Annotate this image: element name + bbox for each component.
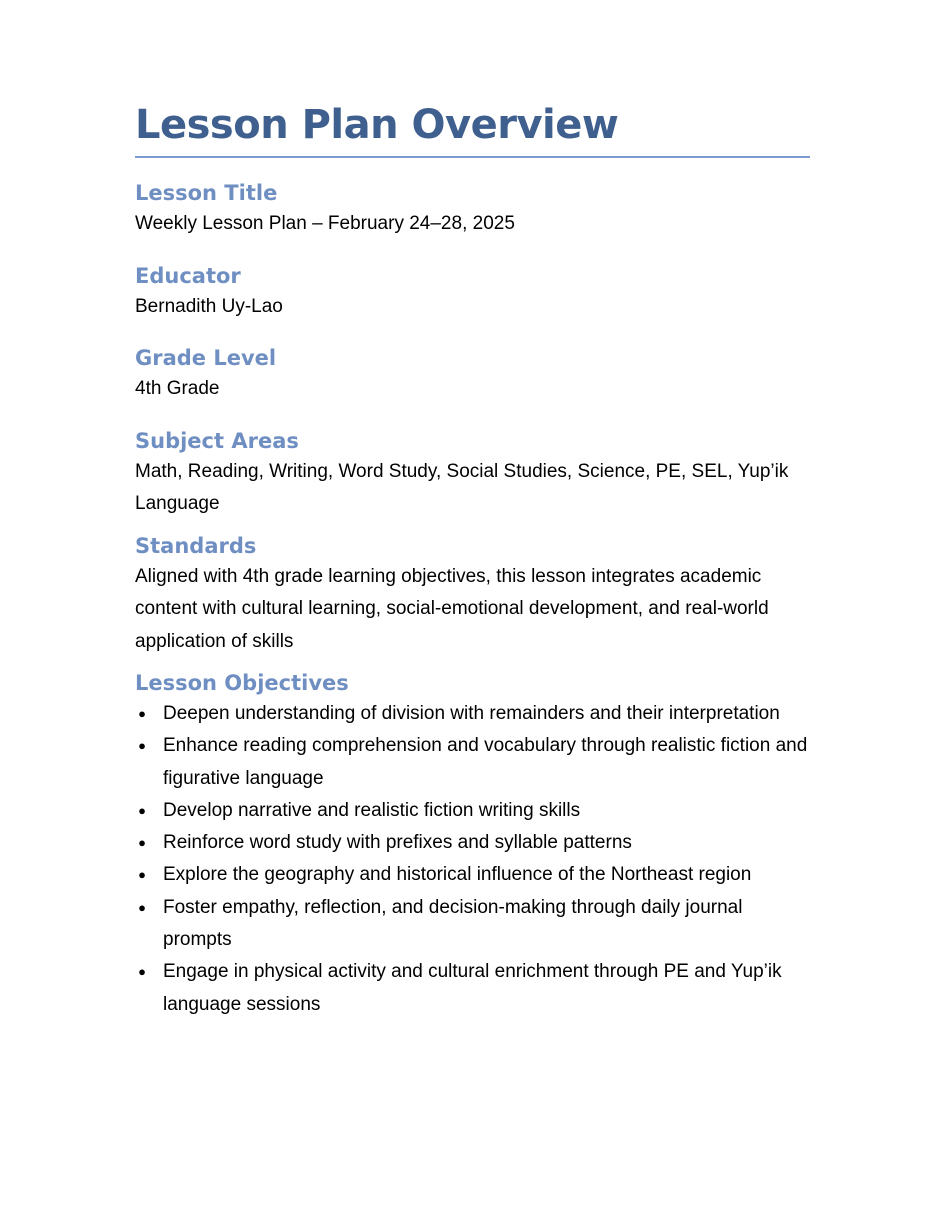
- bullet-icon: ●: [138, 706, 146, 721]
- list-item-text: Engage in physical activity and cultural enrichment through PE and Yup’ik language sessions: [163, 961, 782, 1015]
- lesson-title-value: Weekly Lesson Plan – February 24–28, 2025: [135, 213, 515, 234]
- list-item: [135, 892, 810, 957]
- list-item-text: Develop narrative and realistic fiction writing skills: [163, 799, 581, 821]
- subject-areas-heading: Subject Areas: [135, 428, 299, 453]
- grade-level-value: 4th Grade: [135, 378, 220, 399]
- list-item-text: Foster empathy, reflection, and decision-making through daily journal prompts: [163, 896, 743, 951]
- objectives-list: [135, 698, 810, 1021]
- bullet-icon: ●: [138, 867, 146, 883]
- objectives-section: [135, 668, 810, 1021]
- document-title: Lesson Plan Overview: [135, 96, 810, 158]
- grade-level-section: [135, 343, 810, 406]
- list-item: [135, 795, 810, 827]
- bullet-icon: ●: [138, 964, 146, 980]
- bullet-icon: ●: [138, 899, 146, 915]
- subject-areas-value: Math, Reading, Writing, Word Study, Social Studies, Science, PE, SEL, Yup’ik Language: [135, 460, 789, 514]
- standards-section: [135, 531, 810, 659]
- subject-areas-section: [135, 426, 810, 521]
- document-page: [135, 96, 810, 1021]
- lesson-title-heading: Lesson Title: [135, 181, 278, 205]
- list-item: [135, 730, 810, 795]
- list-item-text: Deepen understanding of division with remainders and their interpretation: [163, 703, 780, 724]
- list-item-text: Explore the geography and historical influence of the Northeast region: [163, 864, 752, 886]
- objectives-heading: Lesson Objectives: [135, 671, 349, 695]
- standards-value: Aligned with 4th grade learning objectives, this lesson integrates academic content with cultural learning, social-emotional development, and real-world application of skills: [135, 565, 769, 652]
- list-item: [135, 827, 810, 859]
- list-item: [135, 859, 810, 891]
- bullet-icon: ●: [138, 802, 146, 818]
- list-item-text: Enhance reading comprehension and vocabulary through realistic fiction and figurative language: [163, 735, 808, 789]
- educator-section: [135, 261, 810, 324]
- educator-value: Bernadith Uy-Lao: [135, 295, 283, 317]
- list-item: [135, 956, 810, 1021]
- lesson-title-section: [135, 178, 810, 241]
- list-item-text: Reinforce word study with prefixes and syllable patterns: [163, 832, 632, 854]
- standards-heading: Standards: [135, 533, 257, 558]
- bullet-icon: ●: [138, 738, 146, 754]
- educator-heading: Educator: [135, 263, 241, 288]
- list-item: [135, 698, 810, 730]
- grade-level-heading: Grade Level: [135, 346, 277, 370]
- bullet-icon: ●: [138, 835, 146, 851]
